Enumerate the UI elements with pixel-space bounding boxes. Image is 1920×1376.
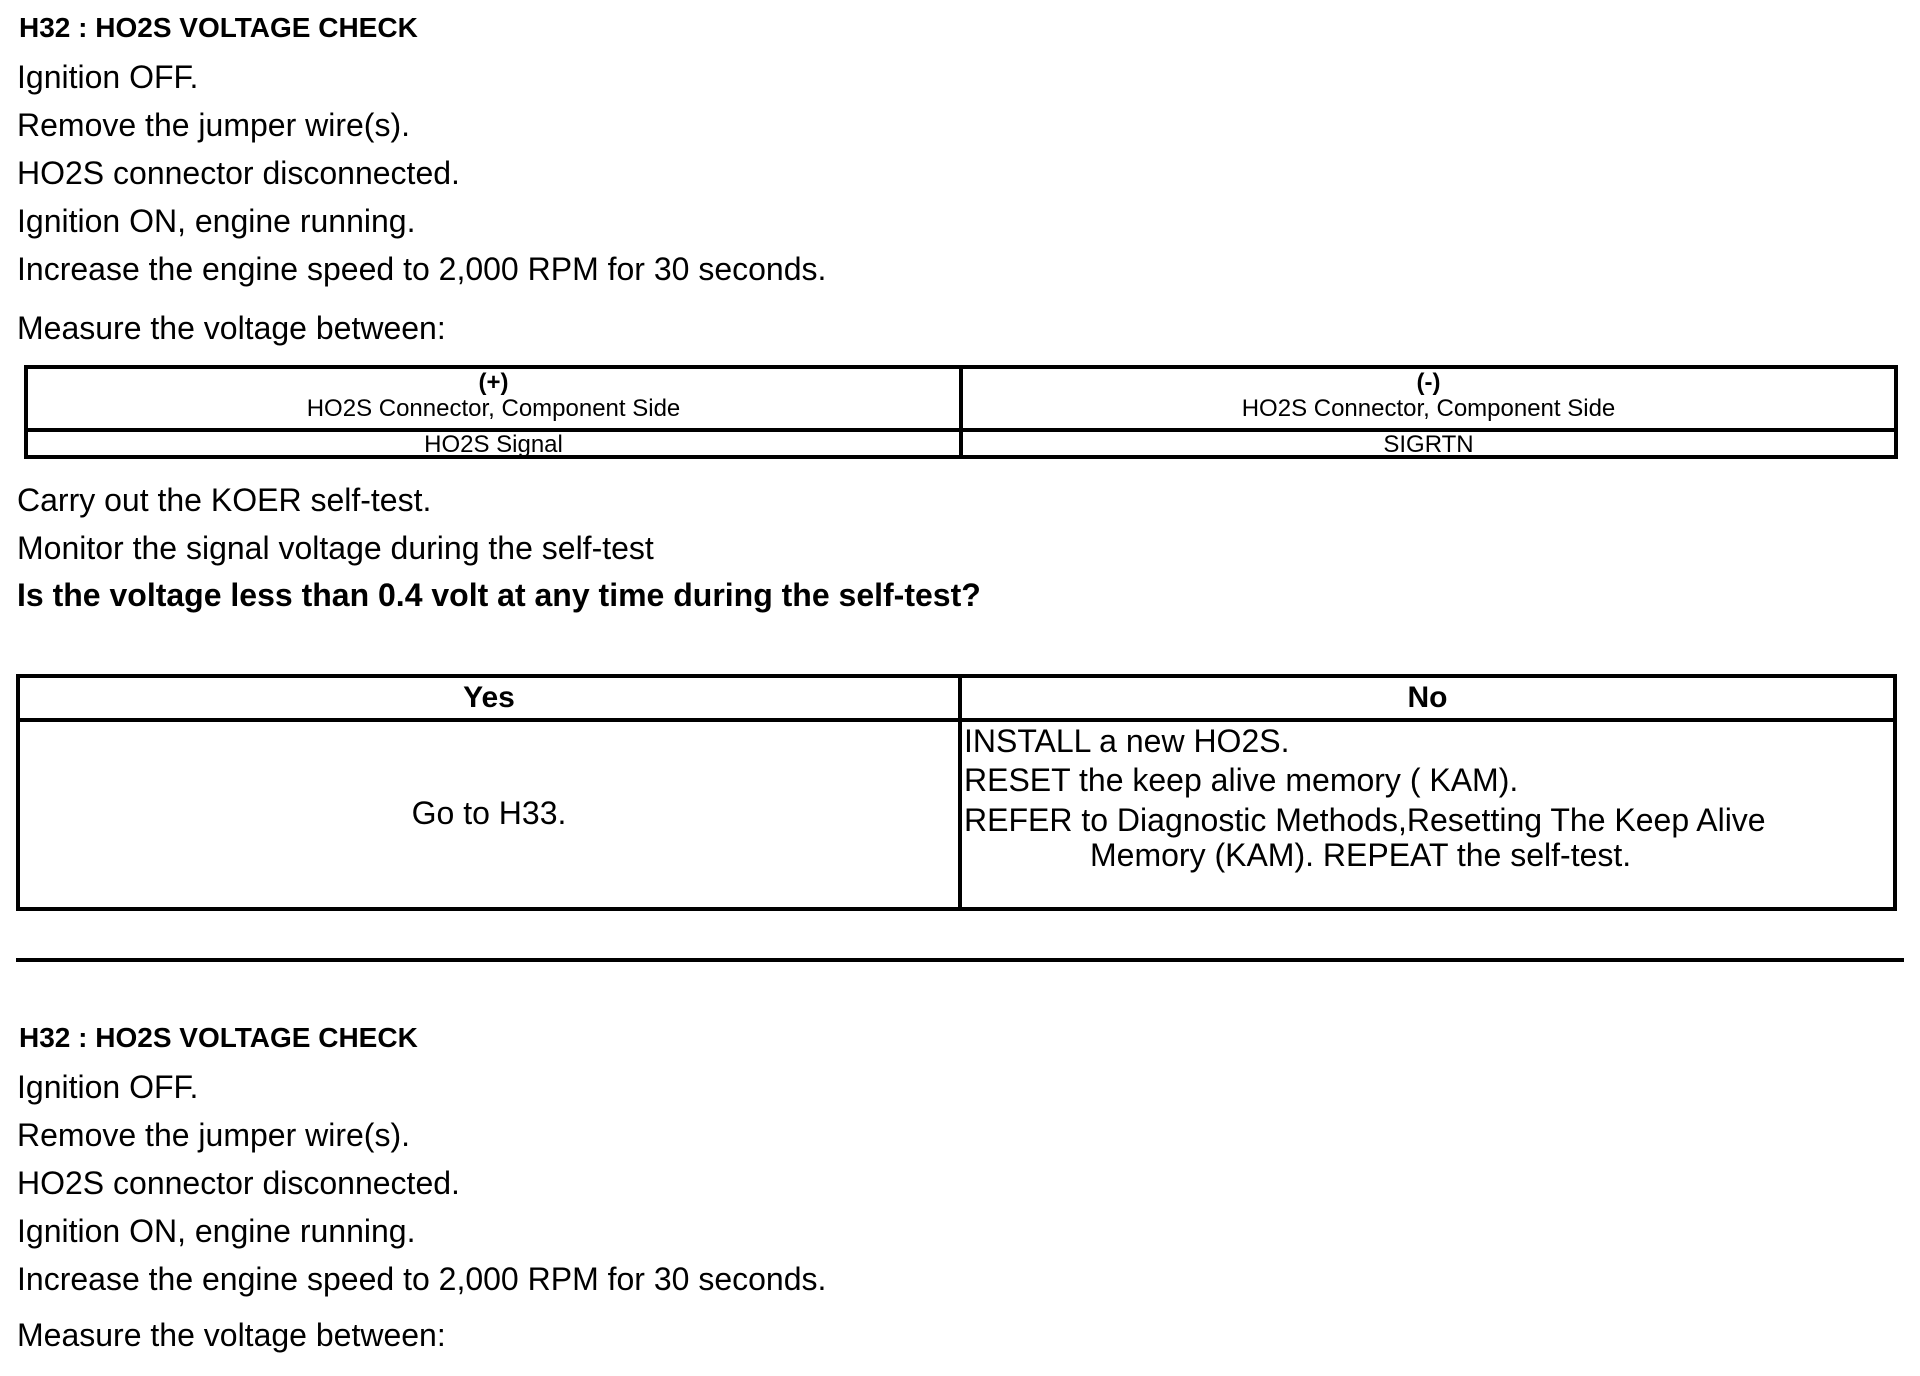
negative-symbol: (-) bbox=[1416, 369, 1441, 396]
step-text: Monitor the signal voltage during the self-test bbox=[17, 530, 654, 566]
step-text: Remove the jumper wire(s). bbox=[17, 107, 410, 143]
section-title: H32 : HO2S VOLTAGE CHECK bbox=[19, 1022, 418, 1053]
no-action-line: Memory (KAM). REPEAT the self-test. bbox=[1090, 837, 1632, 873]
measurement-table bbox=[24, 365, 1898, 459]
no-action-line: RESET the keep alive memory ( KAM). bbox=[964, 762, 1519, 798]
positive-lead-header bbox=[28, 370, 959, 422]
step-text: HO2S connector disconnected. bbox=[17, 1165, 460, 1201]
no-actions bbox=[964, 722, 1766, 874]
step-text: Increase the engine speed to 2,000 RPM for 30 seconds. bbox=[17, 1261, 827, 1297]
step-text: Measure the voltage between: bbox=[17, 310, 446, 346]
negative-connector-label: HO2S Connector, Component Side bbox=[1241, 395, 1616, 422]
positive-symbol: (+) bbox=[478, 369, 509, 396]
step-text: Remove the jumper wire(s). bbox=[17, 1117, 410, 1153]
no-action-line: REFER to Diagnostic Methods,Resetting The Keep Alive bbox=[964, 802, 1766, 838]
test-question: Is the voltage less than 0.4 volt at any time during the self-test? bbox=[17, 577, 981, 613]
step-text: Ignition OFF. bbox=[17, 59, 199, 95]
yes-no-table bbox=[16, 674, 1897, 911]
section-separator bbox=[16, 958, 1904, 962]
step-text: Ignition OFF. bbox=[17, 1069, 199, 1105]
step-text: Carry out the KOER self-test. bbox=[17, 482, 432, 518]
positive-pin-value: HO2S Signal bbox=[424, 431, 563, 458]
yes-header: Yes bbox=[463, 681, 515, 714]
positive-connector-label: HO2S Connector, Component Side bbox=[306, 395, 681, 422]
step-text: Ignition ON, engine running. bbox=[17, 1213, 416, 1249]
section-title: H32 : HO2S VOLTAGE CHECK bbox=[19, 12, 418, 43]
negative-pin-value: SIGRTN bbox=[1383, 431, 1474, 458]
step-text: Increase the engine speed to 2,000 RPM for 30 seconds. bbox=[17, 251, 827, 287]
step-text: HO2S connector disconnected. bbox=[17, 155, 460, 191]
no-action-line: INSTALL a new HO2S. bbox=[964, 723, 1290, 759]
step-text: Ignition ON, engine running. bbox=[17, 203, 416, 239]
step-text: Measure the voltage between: bbox=[17, 1317, 446, 1353]
yes-action: Go to H33. bbox=[411, 795, 567, 831]
negative-lead-header bbox=[963, 370, 1894, 422]
no-header: No bbox=[1407, 681, 1448, 714]
